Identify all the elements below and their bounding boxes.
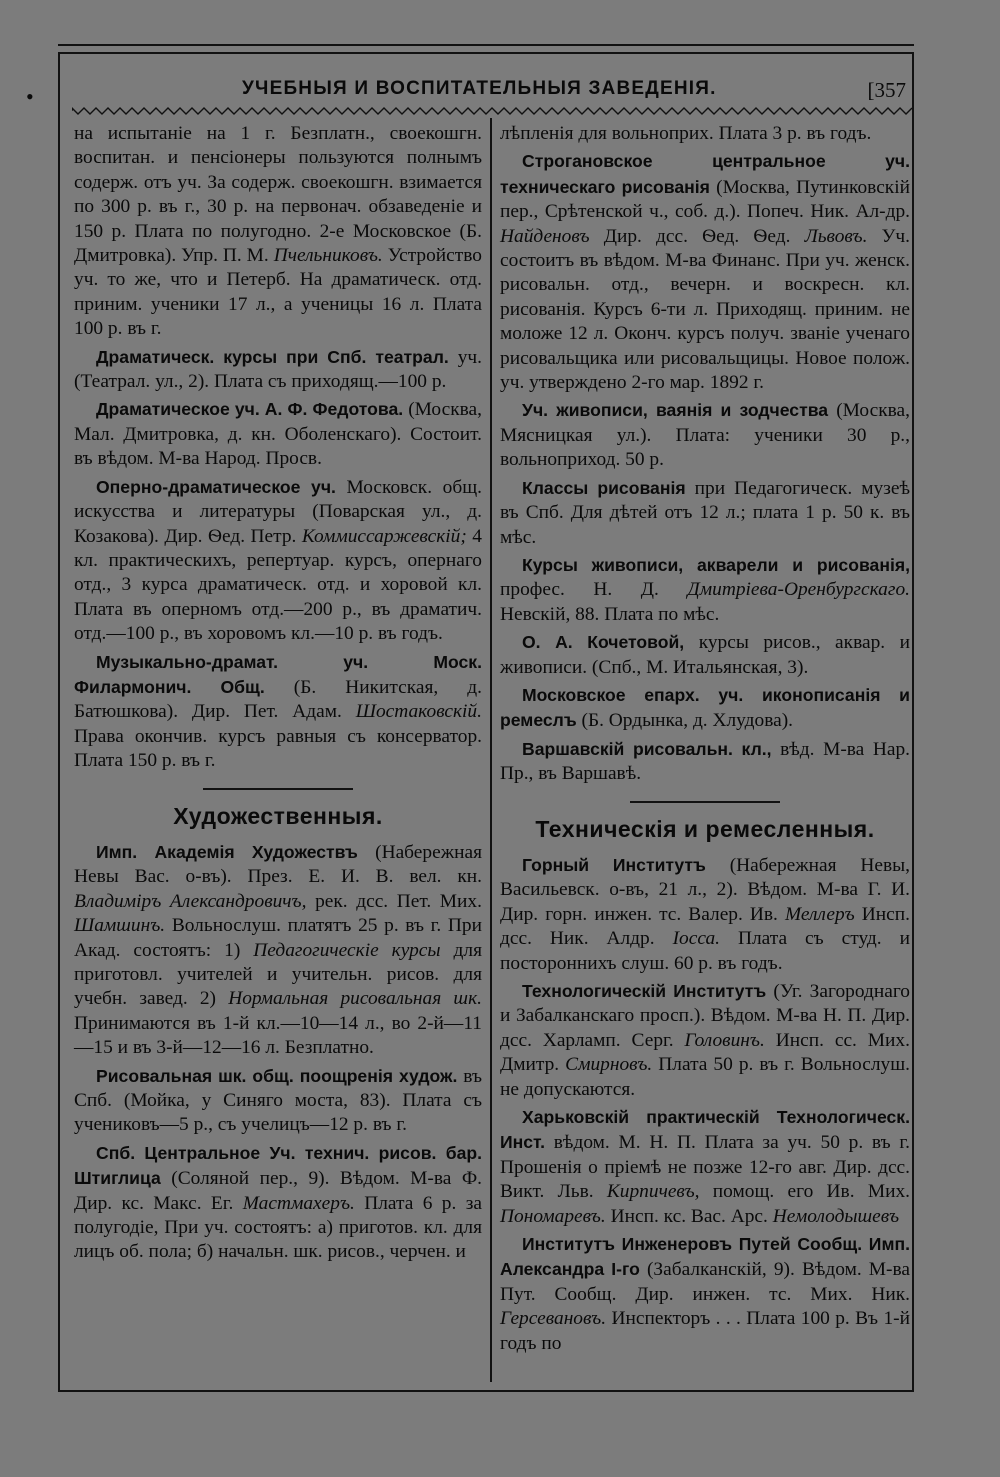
entry-paragraph: Строгановское центральное уч. техническаго рисованія (Москва, Путинковскій пер., Срѣтенской ч., соб. д.). Попеч. Ник. Ал-др. Найденовъ Дир. дсс. Ѳед. Ѳед. Львовъ. Уч. состоитъ въ вѣдом. М-ва Финанс. При уч. женск. рисовальн. отд., вечерн. и воскресн. кл. рисованія. Курсъ 6-ти л. Приходящ. приним. не моложе 12 л. Оконч. курсъ получ. званіе ученаго рисовальщика или рисовальщицы. Новое полож. уч. утверждено 2-го мар. 1892 г. [500,151,910,394]
entry-paragraph: Музыкально-драмат. уч. Моск. Филармонич. Общ. (Б. Никитская, д. Батюшкова). Дир. Пет. Адам. Шостаковскій. Права окончив. курсъ равныя съ консерватор. Плата 150 р. въ г. [74,651,482,772]
entry-paragraph: Уч. живописи, ваянія и зодчества (Москва, Мясницкая ул.). Плата: ученики 30 р., вольноприход. 50 р. [500,400,910,471]
entry-paragraph: Драматическое уч. А. Ф. Федотова. (Москва, Мал. Дмитровка, д. кн. Оболенскаго). Состоит. въ вѣдом. М-ва Народ. Просв. [74,399,482,470]
entry-paragraph: Спб. Центральное Уч. технич. рисов. бар. Штиглица (Соляной пер., 9). Вѣдом. М-ва Ф. Дир. кс. Макс. Ег. Мастмахеръ. Плата 6 р. за полугодіе, При уч. состоятъ: а) приготов. кл. для лицъ об. пола; б) начальн. шк. рисов., черчен. и [74,1142,482,1263]
entry-paragraph: на испытаніе на 1 г. Безплатн., своекошгн. воспитан. и пенсіонеры пользуются полнымъ содерж. отъ уч. За содерж. своекошгн. взимается по 300 р. въ г., 30 р. на первонач. обзаведеніе и 150 р. Плата по полугодно. 2-е Московское (Б. Дмитровка). Упр. П. М. Пчельниковъ. Устройство уч. то же, что и Петерб. На драматическ. отд. приним. ученики 17 л., а ученицы 16 л. Плата 100 р. въ г. [74,123,482,340]
entry-paragraph: лѣпленія для вольноприх. Плата 3 р. въ годъ. [500,123,872,144]
margin-mark: • [26,84,34,109]
running-title: УЧЕБНЫЯ И ВОСПИТАТЕЛЬНЫЯ ЗАВЕДЕНІЯ. [242,78,717,99]
entry-paragraph: Технологическій Институтъ (Уг. Загороднаго и Забалканскаго просп.). Вѣдом. М-ва Н. П. Дир. дсс. Харламп. Серг. Головинъ. Инсп. сс. Мих. Дмитр. Смирновъ. Плата 50 р. въ г. Вольнослуш. не допускаются. [500,981,910,1100]
entry-paragraph: Оперно-драматическое уч. Московск. общ. искусства и литературы (Поварская ул., д. Козакова). Дир. Ѳед. Петр. Коммиссаржевскій; 4 кл. практическихъ, репертуар. курсъ, опернаго отд., 3 курса драматическ. отд. и хоровой кл. Плата въ оперномъ отд.—200 р., въ драматич. отд.—100 р., въ хоровомъ кл.—10 р. въ годъ. [74,476,482,645]
entry-paragraph: Рисовальная шк. общ. поощренія худож. въ Спб. (Мойка, у Синяго моста, 83). Плата съ учениковъ—5 р., съ учелицъ—12 р. въ г. [74,1065,482,1136]
section-heading-art: Художественныя. [173,802,383,829]
right-column [500,122,910,1359]
entry-paragraph: Московское епарх. уч. иконописанія и ремеслъ (Б. Ордынка, д. Хлудова). [500,684,910,732]
running-header [76,78,906,106]
entry-paragraph: Горный Институтъ (Набережная Невы, Васильевск. о-въ, 21 л., 2). Вѣдом. М-ва Г. И. Дир. горн. инжен. тс. Валер. Ив. Меллеръ Инсп. дсс. Ник. Алдр. Іосса. Плата съ студ. и постороннихъ слуш. 60 р. въ годъ. [500,854,911,974]
entry-paragraph: О. А. Кочетовой, курсы рисов., аквар. и живописи. (Спб., М. Итальянская, 3). [500,632,910,678]
section-heading-technical: Техническія и ремесленныя. [535,815,875,842]
section-rule [203,788,353,790]
page-number: [357 [867,78,906,102]
entry-paragraph: Классы рисованія при Педагогическ. музеѣ въ Спб. Для дѣтей отъ 12 л.; плата 1 р. 50 к. въ мѣс. [500,477,910,548]
entry-paragraph: Имп. Академія Художествъ (Набережная Невы Вас. о-въ). През. Е. И. В. вел. кн. Владиміръ Александровичъ, рек. дсс. Пет. Мих. Шамшинъ. Вольнослуш. платятъ 25 р. въ г. При Акад. состоятъ: 1) Педагогическіе курсы для приготовл. учителей и учительн. рисов. для учебн. завед. 2) Нормальная рисовальная шк. Принимаются въ 1-й кл.—10—14 л., во 2-й—11—15 и въ 3-й—12—16 л. Безплатно. [74,841,482,1059]
entry-paragraph: Курсы живописи, акварели и рисованія, профес. Н. Д. Дмитріева-Оренбургскаго. Невскій, 88. Плата по мѣс. [500,554,910,625]
entry-paragraph: Институтъ Инженеровъ Путей Сообщ. Имп. Александра І-го (Забалканскій, 9). Вѣдом. М-ва Пут. Сообщ. Дир. инжен. тс. Мих. Ник. Герсевановъ. Инспекторъ . . . Плата 100 р. Въ 1-й годъ по [500,1234,910,1354]
decorative-wavy-rule [72,104,912,118]
top-border-line [58,44,914,46]
column-divider [490,118,492,1382]
entry-paragraph: Варшавскій рисовальн. кл., вѣд. М-ва Нар. Пр., въ Варшавѣ. [500,738,911,785]
entry-paragraph: Драматическ. курсы при Спб. театрал. уч. (Театрал. ул., 2). Плата съ приходящ.—100 р. [74,346,482,393]
section-rule [630,801,780,803]
entry-paragraph: Харьковскій практическій Технологическ. Инст. вѣдом. М. Н. П. Плата за уч. 50 р. въ г. Прошенія о пріемѣ не позже 12-го авг. Дир. дсс. Викт. Льв. Кирпичевъ, помощ. его Ив. Мих. Пономаревъ. Инсп. кс. Вас. Арс. Немолодышевъ [500,1107,910,1227]
left-column [74,122,482,1268]
